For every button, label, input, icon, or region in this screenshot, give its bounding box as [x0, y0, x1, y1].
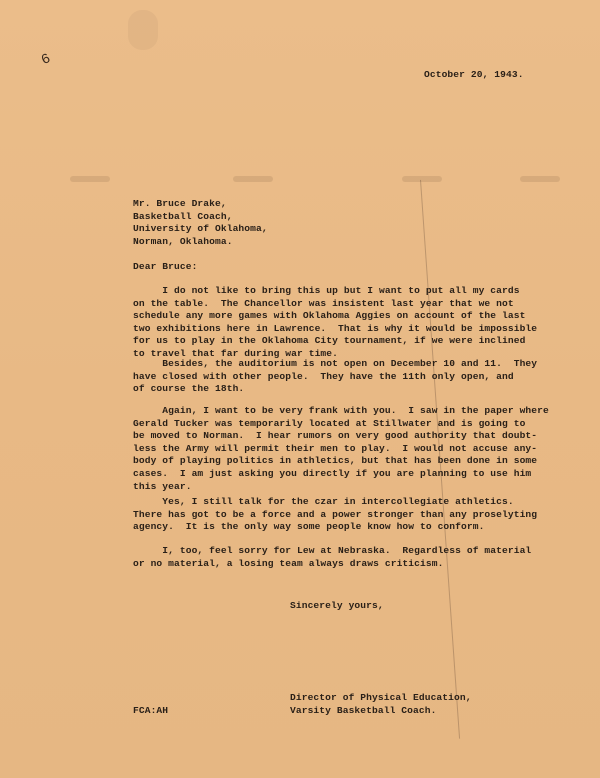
body-line: I, too, feel sorry for Lew at Nebraska. Regardless of material — [133, 545, 532, 556]
recipient-line: Norman, Oklahoma. — [133, 235, 233, 247]
body-line: have closed with other people. They have the 11th only open, and — [133, 370, 514, 382]
letter-date: October 20, 1943. — [424, 69, 524, 80]
body-line: be moved to Norman. I hear rumors on very good authority that doubt- — [133, 430, 538, 442]
recipient-line: Mr. Bruce Drake, — [133, 198, 227, 209]
recipient-line: Basketball Coach, — [133, 210, 233, 222]
body-line: agency. It is the only way some people know how to conform. — [133, 521, 485, 533]
body-line: Besides, the auditorium is not open on December 10 and 11. They — [133, 358, 538, 369]
body-line: this year. — [133, 480, 192, 492]
body-line: to travel that far during war time. — [133, 348, 339, 359]
body-line: less the Army will permit their men to play. I would not accuse any- — [133, 442, 538, 454]
body-line: or no material, a losing team always draws criticism. — [133, 557, 444, 569]
body-line: on the table. The Chancellor was insistent last year that we not — [133, 297, 514, 309]
typist-initials: FCA:AH — [133, 705, 169, 716]
body-line: Gerald Tucker was temporarily located at Stillwater and is going to — [133, 417, 526, 429]
body-line: Again, I want to be very frank with you. I saw in the paper where — [133, 405, 549, 416]
body-line: schedule any more games with Oklahoma Aggies on account of the last — [133, 310, 526, 322]
body-line: Yes, I still talk for the czar in intercollegiate athletics. — [133, 496, 514, 507]
recipient-line: University of Oklahoma, — [133, 223, 268, 235]
margin-mark: 6 — [39, 50, 54, 70]
body-line: I do not like to bring this up but I want to put all my cards — [133, 285, 520, 296]
body-line: of course the 18th. — [133, 383, 245, 395]
body-line: for us to play in the Oklahoma City tournament, if we were inclined — [133, 335, 526, 347]
body-line: two exhibitions here in Lawrence. That is why it would be impossible — [133, 322, 538, 334]
signature-title: Varsity Basketball Coach. — [290, 704, 437, 716]
closing: Sincerely yours, — [290, 600, 384, 611]
body-line: cases. I am just asking you directly if you are planning to use him — [133, 468, 532, 479]
salutation: Dear Bruce: — [133, 261, 198, 272]
body-line: body of playing politics in athletics, but that has been done in some — [133, 455, 538, 467]
body-line: There has got to be a force and a power stronger than any proselyting — [133, 508, 538, 520]
signature-title: Director of Physical Education, — [290, 692, 472, 703]
